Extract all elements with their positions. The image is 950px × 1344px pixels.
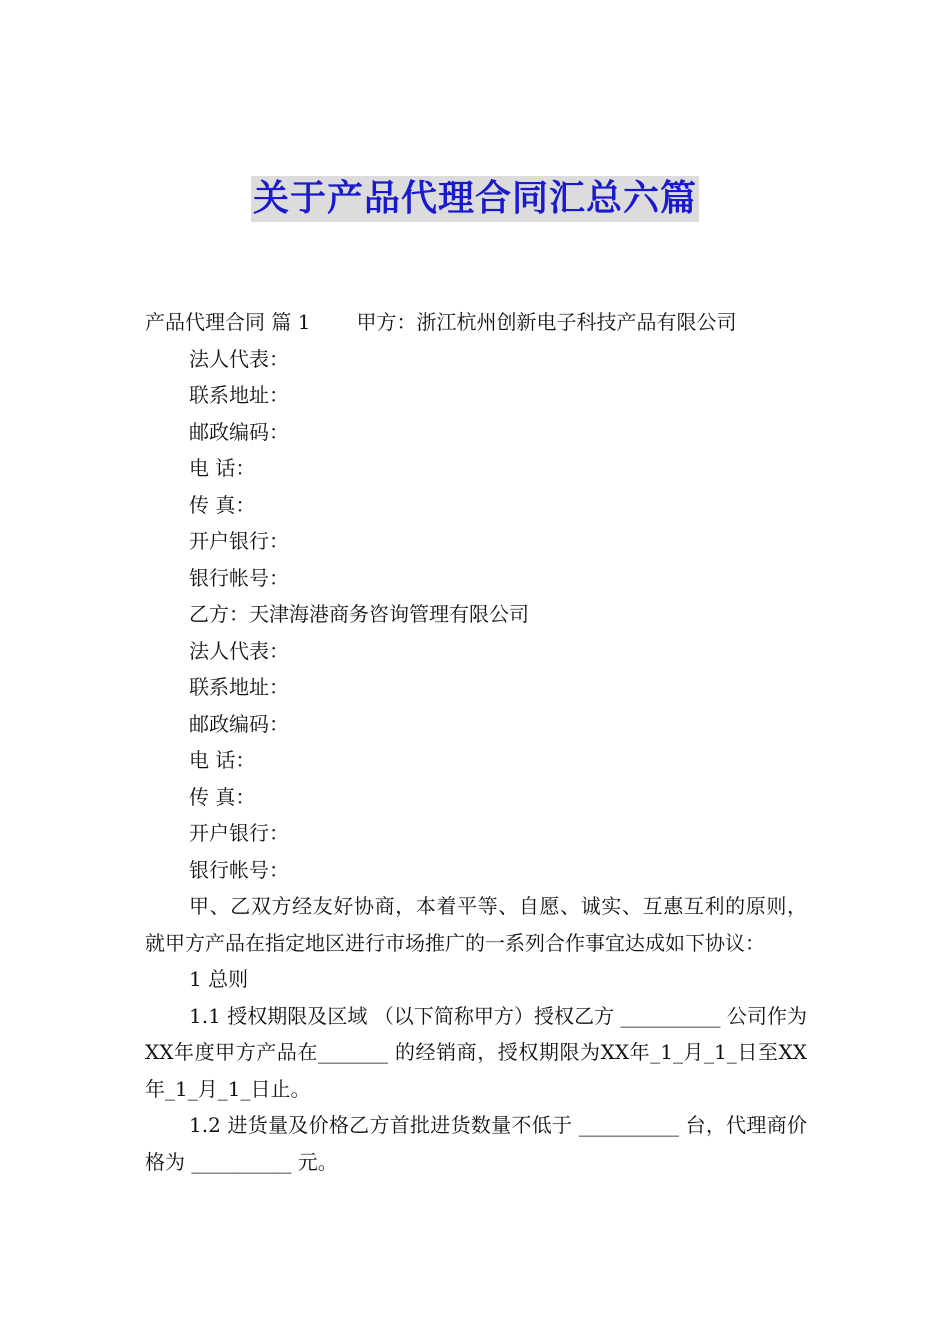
general-heading: 1 总则	[189, 967, 249, 991]
party-b-field: 银行帐号：	[189, 857, 289, 882]
party-a-field: 联系地址：	[189, 383, 289, 407]
clause-1-1: 1.1 授权期限及区域 （以下简称甲方）授权乙方 __________ 公司作为XX年度甲方产品在_______ 的经销商，授权期限为XX年_1_月_1_日至XX年_1_月_1_日止。	[145, 1003, 807, 1101]
party-a-field: 电 话：	[189, 456, 256, 480]
party-b-field: 法人代表：	[189, 638, 289, 663]
section-heading-line	[145, 304, 807, 341]
party-a-field: 法人代表：	[189, 346, 289, 371]
party-a-field: 开户银行：	[189, 529, 289, 553]
party-b-label: 乙方：天津海港商务咨询管理有限公司	[189, 602, 529, 626]
party-b-field: 传 真：	[189, 784, 256, 809]
title-container	[0, 176, 950, 222]
intro-paragraph: 甲、乙双方经友好协商，本着平等、自愿、诚实、互惠互利的原则，就甲方产品在指定地区进行市场推广的一系列合作事宜达成如下协议：	[145, 894, 807, 955]
party-a-field: 银行帐号：	[189, 565, 289, 590]
party-b-field: 联系地址：	[189, 675, 289, 699]
party-a-field: 传 真：	[189, 492, 256, 517]
party-b-field: 电 话：	[189, 748, 256, 772]
party-b-field: 邮政编码：	[189, 711, 289, 736]
document-title: 关于产品代理合同汇总六篇	[251, 176, 699, 222]
clause-1-2: 1.2 进货量及价格乙方首批进货数量不低于 __________ 台，代理商价格为 __________ 元。	[145, 1113, 807, 1174]
section-heading: 产品代理合同 篇 1	[145, 310, 311, 334]
party-a-label: 甲方：浙江杭州创新电子科技产品有限公司	[356, 310, 737, 334]
document-body	[145, 304, 807, 1180]
party-b-field: 开户银行：	[189, 821, 289, 845]
party-a-field: 邮政编码：	[189, 419, 289, 444]
